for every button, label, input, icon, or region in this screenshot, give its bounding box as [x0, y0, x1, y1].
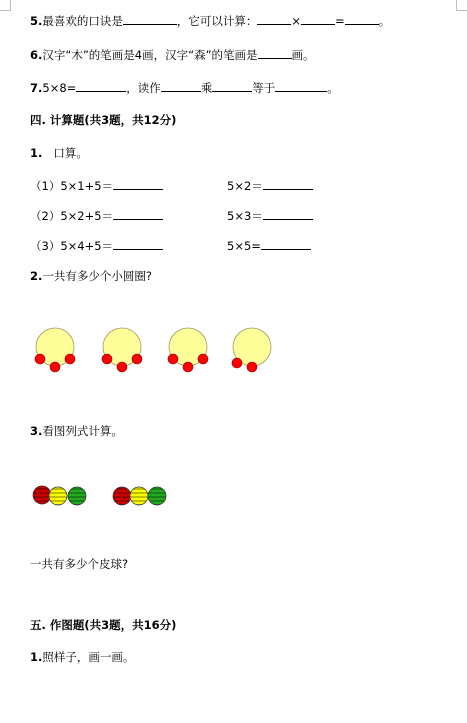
- equals-sign: =: [335, 14, 345, 28]
- answer-blank[interactable]: [263, 177, 313, 190]
- oral-item: [30, 237, 163, 254]
- question-text: 乘: [200, 81, 213, 95]
- oral-expression: 5×3＝: [227, 209, 263, 223]
- small-circle-icon: [247, 362, 257, 372]
- question-text: ，读作: [126, 81, 161, 95]
- oral-item: [30, 177, 163, 194]
- oral-item: [30, 207, 163, 224]
- circle-group: [232, 328, 271, 372]
- circle-group: [168, 328, 208, 372]
- question-number: 1.: [30, 146, 43, 160]
- oral-expression: 5×5=: [227, 239, 261, 253]
- answer-blank[interactable]: [263, 207, 313, 220]
- small-circle-icon: [168, 354, 178, 364]
- answer-blank[interactable]: [258, 46, 292, 59]
- answer-blank[interactable]: [113, 207, 163, 220]
- small-circle-icon: [117, 362, 127, 372]
- question-text: 一共有多少个小圆圈?: [42, 269, 152, 283]
- question-number: 6.: [30, 48, 43, 62]
- oral-expression: （1）5×1+5＝: [30, 179, 114, 193]
- question-text: ，它可以计算：: [176, 14, 258, 28]
- page-corner-mark: [0, 0, 11, 11]
- oral-expression: （3）5×4+5＝: [30, 239, 114, 253]
- answer-blank[interactable]: [275, 79, 327, 92]
- answer-blank[interactable]: [212, 79, 252, 92]
- answer-blank[interactable]: [301, 12, 335, 25]
- ball-stripes: [49, 487, 67, 505]
- answer-blank[interactable]: [261, 237, 311, 250]
- question-7: [30, 79, 339, 96]
- question-number: 1.: [30, 650, 43, 664]
- question-text: 5×8=: [42, 81, 77, 95]
- balls-question: 一共有多少个皮球?: [30, 557, 129, 571]
- question-text: 画。: [291, 48, 315, 62]
- section-4-heading: 四. 计算题(共3题，共12分): [30, 113, 177, 127]
- s4-question-1: [30, 145, 88, 161]
- s4-question-3: [30, 423, 123, 439]
- answer-blank[interactable]: [257, 12, 291, 25]
- question-text: 。: [378, 14, 391, 28]
- ball-group: [113, 487, 166, 505]
- small-circle-icon: [232, 358, 242, 368]
- question-text: 口算。: [53, 146, 88, 160]
- answer-blank[interactable]: [345, 12, 379, 25]
- small-circle-icon: [35, 354, 45, 364]
- page-corner-mark: [456, 0, 467, 11]
- small-circle-icon: [198, 354, 208, 364]
- small-circle-icon: [132, 354, 142, 364]
- question-5: [30, 12, 390, 29]
- ball-stripes: [148, 487, 166, 505]
- circle-group: [35, 328, 75, 372]
- oral-item: [227, 237, 311, 254]
- oral-expression: 5×2＝: [227, 179, 263, 193]
- ball-stripes: [130, 487, 148, 505]
- question-text: 等于: [252, 81, 276, 95]
- answer-blank[interactable]: [113, 237, 163, 250]
- answer-blank[interactable]: [76, 79, 126, 92]
- question-number: 2.: [30, 269, 43, 283]
- circle-group: [102, 328, 142, 372]
- oral-item: [227, 177, 313, 194]
- small-circle-icon: [50, 362, 60, 372]
- times-sign: ×: [291, 14, 302, 28]
- answer-blank[interactable]: [161, 79, 201, 92]
- question-text: 照样子，画一画。: [42, 650, 135, 664]
- answer-blank[interactable]: [123, 12, 177, 25]
- section-5-heading: 五. 作图题(共3题，共16分): [30, 618, 177, 632]
- s5-question-1: [30, 649, 134, 665]
- small-circle-icon: [102, 354, 112, 364]
- ball-stripes: [113, 487, 131, 505]
- question-text: 最喜欢的口诀是: [42, 14, 123, 28]
- small-circle-icon: [65, 354, 75, 364]
- answer-blank[interactable]: [113, 177, 163, 190]
- ball-stripes: [68, 487, 86, 505]
- question-number: 5.: [30, 14, 43, 28]
- question-number: 7.: [30, 81, 43, 95]
- question-text: 。: [327, 81, 339, 95]
- ball-stripes: [33, 486, 51, 504]
- question-6: [30, 46, 315, 63]
- balls-figure: [30, 484, 175, 508]
- circle-groups-figure: [28, 320, 278, 380]
- oral-expression: （2）5×2+5＝: [30, 209, 114, 223]
- question-text: 看图列式计算。: [42, 424, 123, 438]
- oral-item: [227, 207, 313, 224]
- ball-group: [33, 486, 86, 505]
- question-text: 汉字“木”的笔画是4画，汉字“森”的笔画是: [42, 48, 258, 62]
- small-circle-icon: [183, 362, 193, 372]
- question-number: 3.: [30, 424, 43, 438]
- s4-question-2: [30, 268, 152, 284]
